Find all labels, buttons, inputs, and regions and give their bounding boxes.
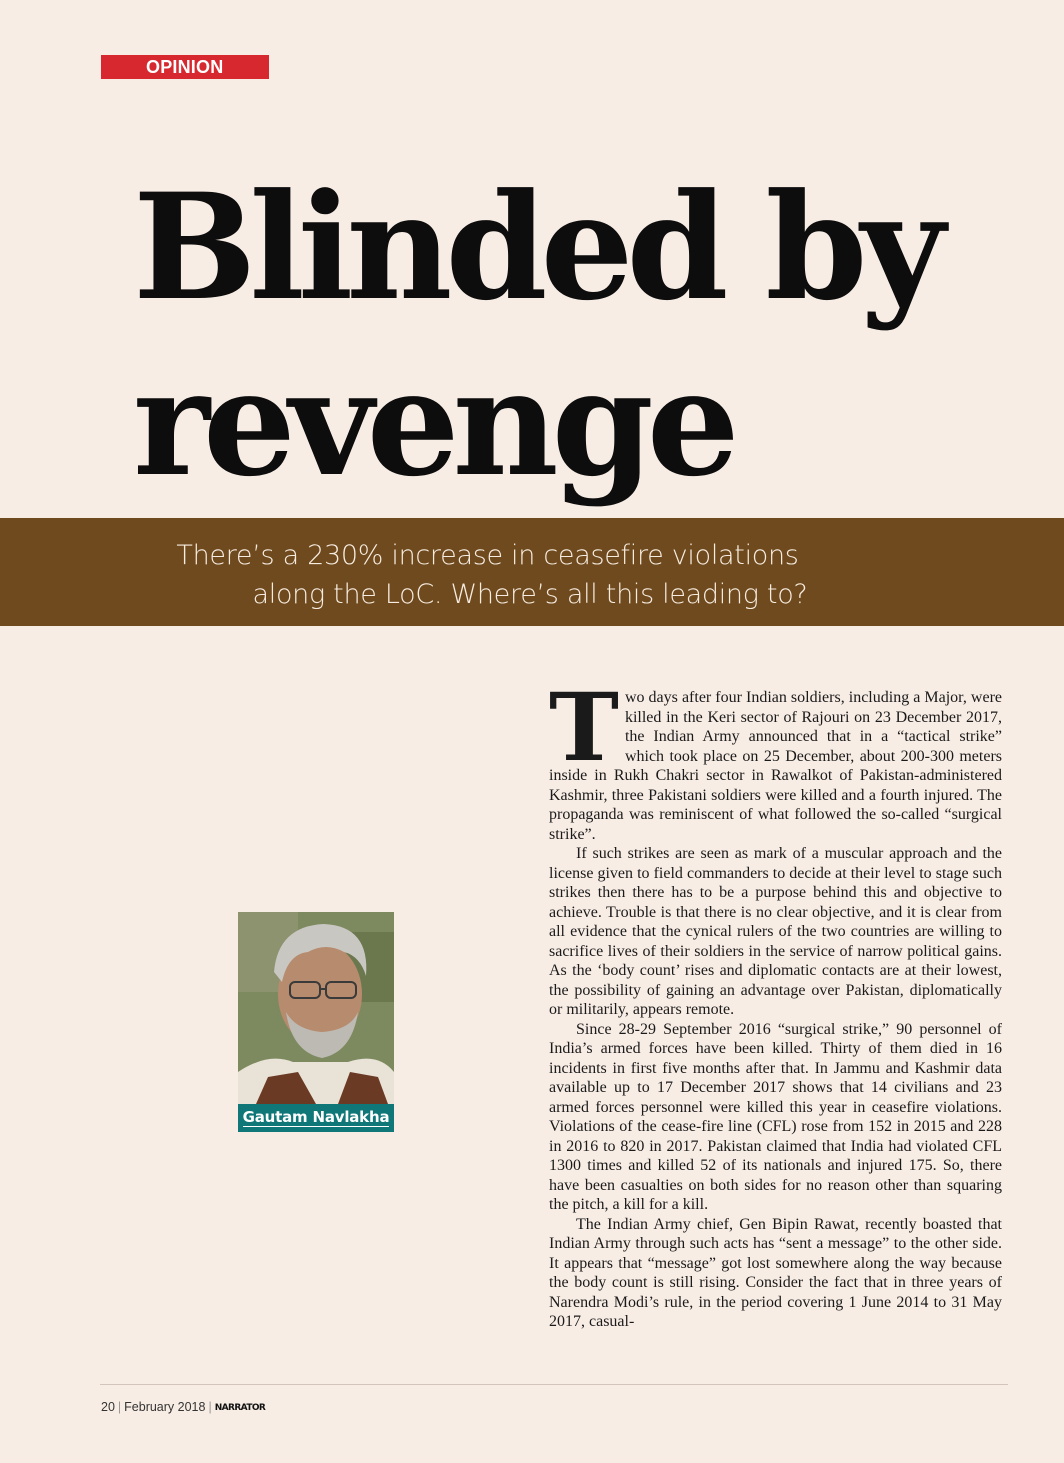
article-body [549,673,1002,1332]
section-tag: OPINION [101,55,269,79]
drop-cap: T [549,673,619,783]
standfirst-line-1: There’s a 230% increase in ceasefire violations [176,540,799,571]
standfirst-line-2: along the LoC. Where’s all this leading to? [252,579,808,610]
headline-line-2: revenge [133,338,733,509]
page-number: 20 [101,1400,115,1414]
issue-date: February 2018 [124,1400,206,1414]
page-footer [101,1398,265,1416]
body-paragraph: If such strikes are seen as mark of a muscular approach and the license given to field commanders to decide at their level to stage such strikes then there has to be a purpose behind this and objective to achieve. Trouble is that there is no clear objective, and it is clear from all evidence that the cynical rulers of the two countries are willing to sacrifice lives of their soldiers in the service of narrow political gains. As the ‘body count’ rises and diplomatic contacts are at their lowest, the possibility of gaining an advantage over Pakistan, diplomatically or militarily, appears remote. [549,845,1002,1018]
standfirst [140,536,920,614]
headline-line-1: Blinded by [133,162,939,333]
headline [133,160,938,512]
author-name: Gautam Navlakha [242,1108,390,1126]
body-paragraph: Since 28-29 September 2016 “surgical strike,” 90 personnel of India’s armed forces have been killed. Thirty of them died in 16 incidents in first five months after that. In Jammu and Kashmir data available up to 17 December 2017 shows that 14 civilians and 23 armed forces personnel were killed this year in ceasefire violations. Violations of the cease-fire line (CFL) rose from 152 in 2015 and 228 in 2016 to 820 in 2017. Pakistan claimed that India had violated CFL 1300 times and killed 52 of its nationals and injured 175. So, there have been casualties on both sides for no reason other than squaring the pitch, a kill for a kill. [549,1020,1002,1213]
author-photo [238,912,394,1104]
footer-rule [100,1384,1008,1385]
body-paragraph [549,673,1002,844]
standfirst-band [0,518,1064,626]
footer-separator: | [208,1400,212,1414]
body-paragraph: The Indian Army chief, Gen Bipin Rawat, recently boasted that Indian Army through such acts has “sent a message” to the other side. It appears that “message” got lost somewhere along the way because the body count is still rising. Consider the fact that in three years of Narendra Modi’s rule, in the period covering 1 June 2014 to 31 May 2017, casual- [549,1215,1002,1330]
author-caption [238,1104,394,1132]
paragraph-text: wo days after four Indian soldiers, including a Major, were killed in the Keri sector of Rajouri on 23 December 2017, the Indian Army announced that in a “tactical strike” which took place on 25 December, about 200-300 meters inside in Rukh Chakri sector in Rawalkot of Pakistan-administered Kashmir, three Pakistani soldiers were killed and a fourth injured. The propaganda was reminiscent of what followed the so-called “surgical strike”. [549,689,1002,843]
publication-logo: NARRATOR [214,1403,266,1413]
footer-separator: | [117,1400,122,1414]
